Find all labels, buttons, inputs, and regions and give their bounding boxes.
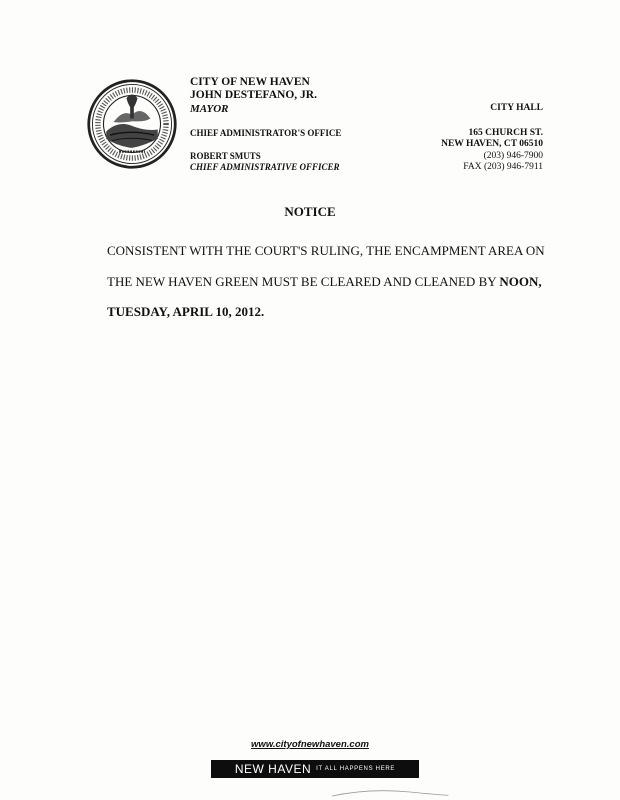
address-street: 165 CHURCH ST. (468, 128, 543, 138)
address-phone: (203) 946-7900 (483, 151, 543, 161)
city-seal-icon (86, 78, 178, 170)
notice-title: NOTICE (284, 204, 336, 219)
brand-bar (211, 760, 419, 778)
notice-deadline-date: TUESDAY, APRIL 10, 2012. (107, 304, 265, 319)
brand-tagline: IT ALL HAPPENS HERE (316, 766, 396, 772)
mayor-name: JOHN DESTEFANO, JR. (190, 89, 317, 101)
notice-line-2 (107, 274, 542, 290)
brand-name: NEW HAVEN (234, 762, 312, 776)
notice-deadline-time: NOON, (499, 274, 542, 289)
website-link[interactable]: www.cityofnewhaven.com (251, 739, 369, 750)
officer-name: ROBERT SMUTS (190, 151, 261, 161)
officer-title: CHIEF ADMINISTRATIVE OFFICER (190, 162, 340, 172)
address-fax: FAX (203) 946-7911 (463, 162, 543, 172)
notice-line-2-text: THE NEW HAVEN GREEN MUST BE CLEARED AND CLEANED BY (107, 274, 500, 289)
address-city: NEW HAVEN, CT 06510 (441, 139, 543, 149)
city-name: CITY OF NEW HAVEN (190, 76, 310, 88)
mayor-title: MAYOR (190, 103, 229, 115)
pen-mark-icon (330, 786, 450, 800)
notice-line-1: CONSISTENT WITH THE COURT'S RULING, THE ENCAMPMENT AREA ON (107, 243, 545, 258)
office-name: CHIEF ADMINISTRATOR'S OFFICE (190, 128, 342, 138)
city-hall-label: CITY HALL (490, 103, 543, 113)
